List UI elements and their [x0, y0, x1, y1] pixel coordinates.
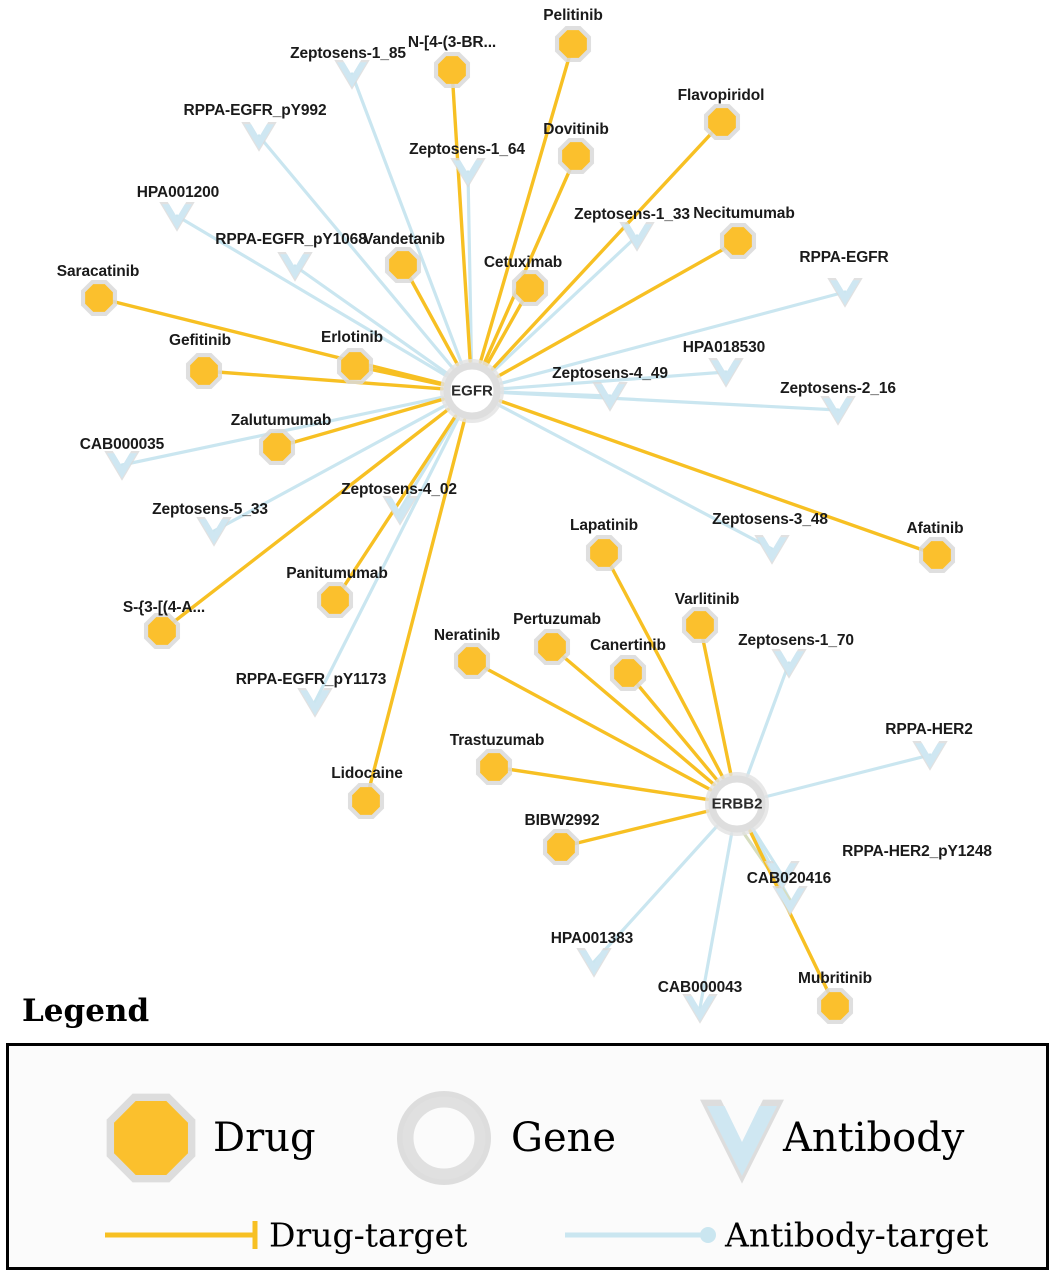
edge	[747, 663, 789, 776]
drug-shape	[547, 833, 575, 861]
drug-label: S-{3-[(4-A...	[122, 599, 206, 616]
edge	[628, 673, 718, 781]
edge	[700, 625, 731, 775]
antibody-label: Zeptosens-1_64	[409, 141, 525, 158]
drug-label: Vandetanib	[363, 231, 445, 248]
drug-label: Erlotinib	[321, 329, 383, 346]
antibody-label: Zeptosens-5_33	[152, 501, 268, 518]
drug-label: Pelitinib	[543, 7, 603, 24]
drug-node[interactable]	[682, 607, 718, 643]
drug-node[interactable]	[534, 629, 570, 665]
drug-label: Afatinib	[906, 520, 964, 537]
drug-shape	[85, 284, 113, 312]
drug-shape	[614, 659, 642, 687]
drug-shape	[389, 251, 417, 279]
drug-shape	[438, 56, 466, 84]
drug-node[interactable]	[259, 429, 295, 465]
drug-label: Dovitinib	[543, 121, 609, 138]
drug-shape	[559, 30, 587, 58]
drug-label: Panitumumab	[286, 565, 388, 582]
drug-label: BIBW2992	[524, 812, 600, 829]
drug-shape	[263, 433, 291, 461]
antibody-label: RPPA-EGFR_pY1173	[235, 671, 387, 688]
drug-label: Saracatinib	[56, 263, 140, 280]
drug-shape	[538, 633, 566, 661]
drug-node[interactable]	[558, 138, 594, 174]
drug-shape	[190, 357, 218, 385]
antibody-label: Zeptosens-1_33	[574, 206, 690, 223]
drug-node[interactable]	[555, 26, 591, 62]
drug-node[interactable]	[81, 280, 117, 316]
drug-node[interactable]	[543, 829, 579, 865]
antibody-label: HPA001200	[136, 184, 220, 201]
antibody-label: Zeptosens-3_48	[712, 511, 828, 528]
drug-label: N-[4-(3-BR...	[407, 34, 497, 51]
antibody-label: HPA018530	[682, 339, 766, 356]
drug-node[interactable]	[385, 247, 421, 283]
antibody-label: CAB000043	[657, 979, 743, 996]
drug-shape	[590, 539, 618, 567]
antibody-label: Zeptosens-2_16	[780, 380, 896, 397]
drug-shape	[708, 108, 736, 136]
drug-label: Zalutumumab	[230, 412, 332, 429]
drug-node[interactable]	[317, 582, 353, 618]
legend-label-gene: Gene	[511, 1115, 617, 1161]
drug-shape	[148, 617, 176, 645]
legend-label-drug-target: Drug-target	[269, 1215, 468, 1255]
drug-shape	[458, 647, 486, 675]
edge	[99, 298, 443, 384]
drug-node[interactable]	[586, 535, 622, 571]
drug-node[interactable]	[144, 613, 180, 649]
drug-shape	[352, 787, 380, 815]
edge	[766, 755, 930, 797]
drug-node[interactable]	[454, 643, 490, 679]
edge	[480, 44, 573, 362]
drug-label: Lidocaine	[331, 765, 403, 782]
legend-drug-icon	[114, 1101, 188, 1175]
antibody-label: Zeptosens-4_49	[552, 365, 668, 382]
legend-antibody-target-end	[700, 1227, 716, 1243]
drug-shape	[562, 142, 590, 170]
legend-gene-icon	[408, 1102, 480, 1174]
legend-title: Legend	[22, 993, 150, 1029]
drug-label: Lapatinib	[570, 517, 638, 534]
drug-node[interactable]	[610, 655, 646, 691]
antibody-label: RPPA-HER2	[885, 721, 973, 738]
drug-node[interactable]	[720, 223, 756, 259]
drug-node[interactable]	[704, 104, 740, 140]
drug-shape	[321, 586, 349, 614]
drug-node[interactable]	[434, 52, 470, 88]
antibody-label: RPPA-EGFR	[799, 249, 889, 266]
drug-label: Varlitinib	[674, 591, 740, 608]
drug-shape	[341, 352, 369, 380]
drug-label: Neratinib	[433, 627, 501, 644]
drug-shape	[821, 992, 849, 1020]
antibody-label: RPPA-EGFR_pY1068	[215, 231, 367, 248]
gene-label-erbb2: ERBB2	[711, 795, 763, 813]
drug-label: Flavopiridol	[677, 87, 765, 104]
drug-label: Cetuximab	[483, 254, 563, 271]
drug-node[interactable]	[817, 988, 853, 1024]
drug-node[interactable]	[476, 749, 512, 785]
legend-label-antibody-target: Antibody-target	[725, 1215, 989, 1255]
drug-shape	[516, 274, 544, 302]
drug-label: Pertuzumab	[513, 611, 601, 628]
antibody-label: Zeptosens-4_02	[341, 481, 457, 498]
antibody-label: Zeptosens-1_85	[290, 45, 406, 62]
antibody-label: CAB000035	[79, 436, 165, 453]
legend-label-antibody: Antibody	[783, 1115, 965, 1161]
legend-box	[6, 1043, 1049, 1270]
drug-label: Mubritinib	[798, 970, 872, 987]
antibody-label: RPPA-HER2_pY1248	[842, 843, 992, 860]
antibody-label: Zeptosens-1_70	[738, 632, 854, 649]
drug-shape	[480, 753, 508, 781]
drug-label: Trastuzumab	[449, 732, 545, 749]
drug-label: Gefitinib	[169, 332, 231, 349]
gene-label-egfr: EGFR	[451, 382, 493, 400]
legend-label-drug: Drug	[213, 1115, 316, 1161]
drug-node[interactable]	[186, 353, 222, 389]
edge	[500, 401, 937, 555]
antibody-label: RPPA-EGFR_pY992	[183, 102, 327, 119]
legend-antibody-icon	[707, 1106, 777, 1176]
drug-node[interactable]	[337, 348, 373, 384]
drug-label: Canertinib	[590, 637, 666, 654]
drug-node[interactable]	[348, 783, 384, 819]
edge	[315, 418, 458, 702]
drug-shape	[724, 227, 752, 255]
antibody-label: CAB020416	[746, 870, 832, 887]
drug-label: Necitumumab	[693, 205, 795, 222]
drug-node[interactable]	[919, 537, 955, 573]
edge	[492, 122, 722, 369]
antibody-label: HPA001383	[550, 930, 634, 947]
drug-shape	[923, 541, 951, 569]
drug-node[interactable]	[512, 270, 548, 306]
drug-shape	[686, 611, 714, 639]
